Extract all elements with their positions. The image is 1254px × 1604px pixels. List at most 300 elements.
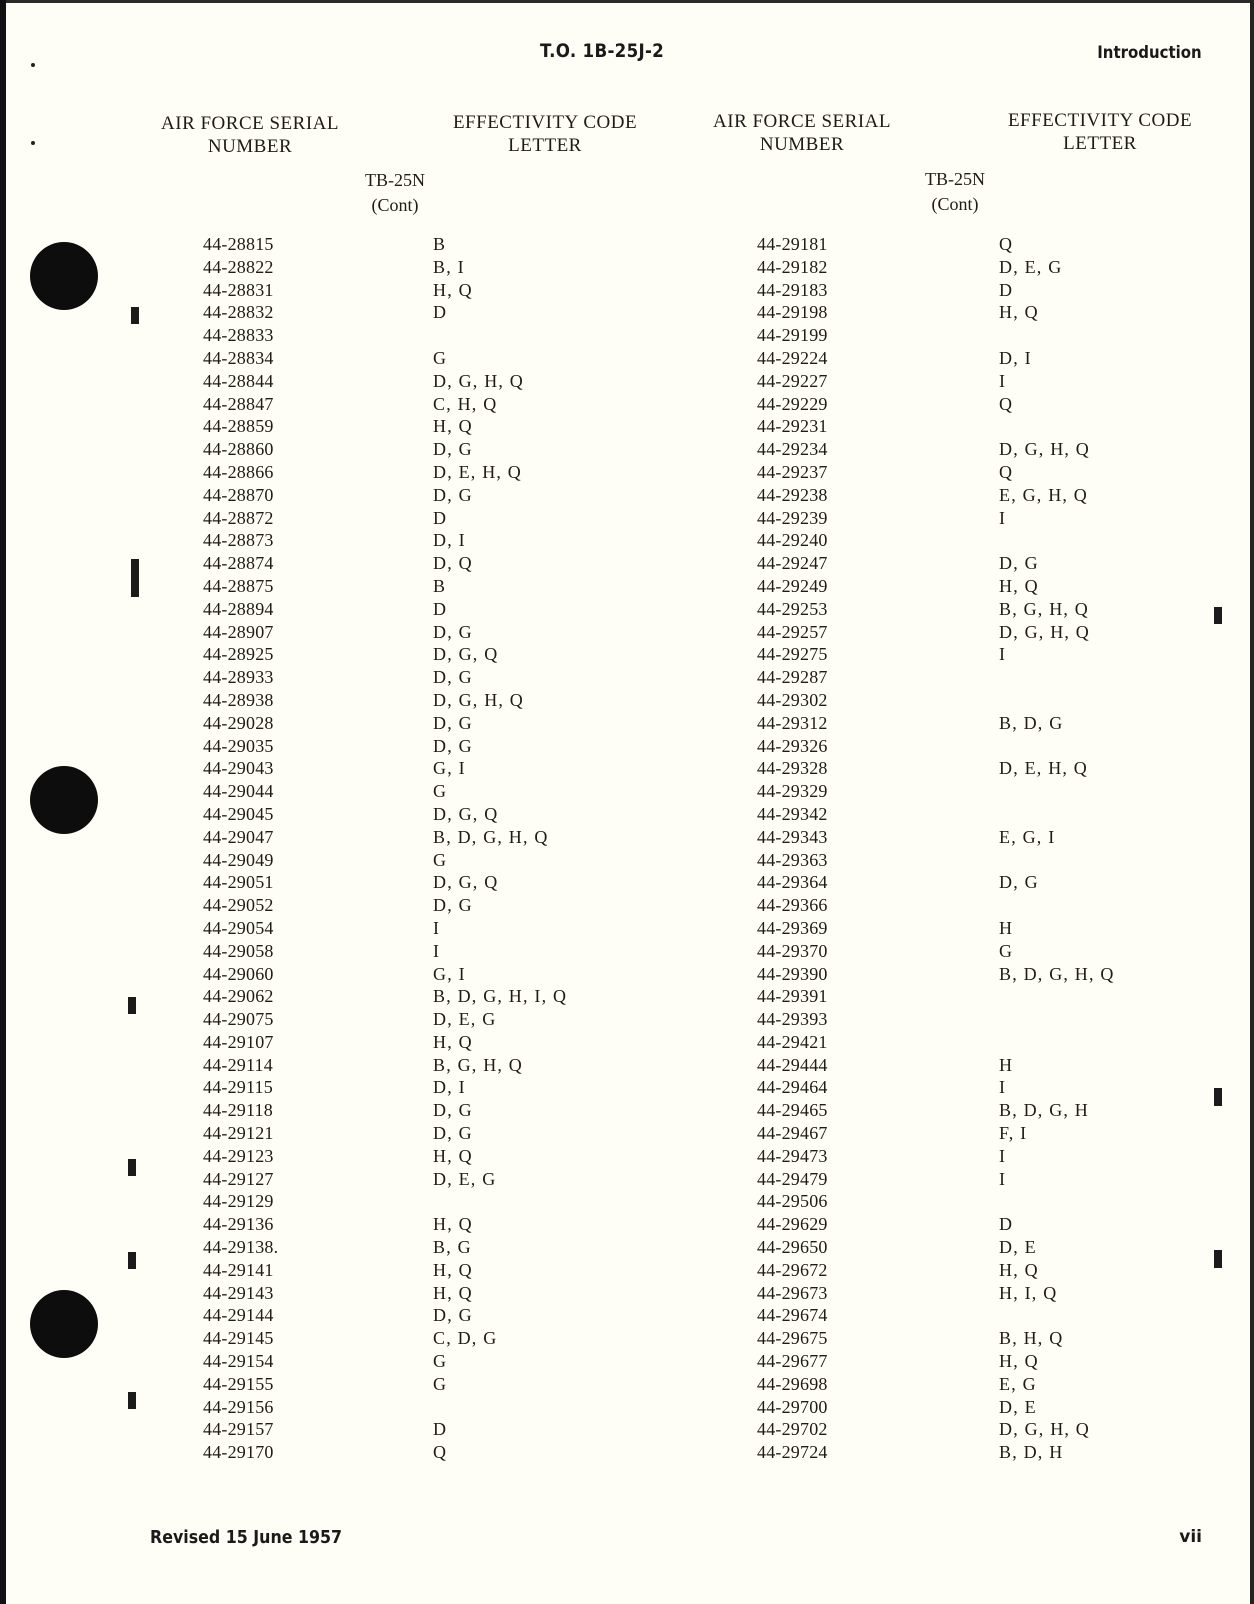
table-row [757, 803, 1177, 826]
table-row [203, 484, 623, 507]
table-row [757, 393, 1177, 416]
serial-number: 44-29198 [757, 302, 828, 323]
effectivity-code: B, D, H [999, 1442, 1064, 1463]
serial-number: 44-29240 [757, 530, 828, 551]
effectivity-code: D, E [999, 1396, 1037, 1417]
table-row [757, 780, 1177, 803]
effectivity-code: C, D, G [433, 1328, 498, 1349]
effectivity-code: H, Q [433, 279, 473, 300]
binder-hole-icon [30, 1290, 98, 1358]
right-serial-column-header: AIR FORCE SERIAL NUMBER [713, 111, 891, 155]
serial-number: 44-28815 [203, 234, 274, 254]
effectivity-code: H, Q [999, 302, 1039, 323]
serial-number: 44-29329 [757, 781, 828, 802]
table-row [757, 1031, 1177, 1054]
table-row [757, 233, 1177, 256]
serial-number: 44-29275 [757, 644, 828, 665]
serial-number: 44-29114 [203, 1054, 273, 1075]
effectivity-code: D [433, 507, 448, 528]
effectivity-code: D, E [999, 1237, 1037, 1258]
serial-number: 44-29391 [757, 986, 828, 1007]
serial-number: 44-29058 [203, 940, 274, 961]
page-top-edge [0, 0, 1254, 3]
serial-number: 44-29328 [757, 758, 828, 779]
serial-number: 44-29257 [757, 621, 828, 642]
table-row [757, 461, 1177, 484]
serial-number: 44-29698 [757, 1373, 828, 1394]
serial-number: 44-29421 [757, 1031, 828, 1052]
serial-number: 44-29182 [757, 256, 828, 277]
table-row [757, 598, 1177, 621]
table-row [203, 301, 623, 324]
table-row [757, 1350, 1177, 1373]
effectivity-code: E, G, H, Q [999, 484, 1088, 505]
table-row [203, 1190, 623, 1213]
change-bar-icon [131, 307, 139, 324]
effectivity-code: H, Q [999, 1351, 1039, 1372]
effectivity-code: D, G [999, 872, 1039, 893]
serial-number: 44-29677 [757, 1351, 828, 1372]
table-row [203, 1076, 623, 1099]
right-effectivity-table [757, 233, 1177, 1464]
change-bar-icon [128, 1159, 136, 1176]
table-row [757, 324, 1177, 347]
table-row [757, 689, 1177, 712]
serial-number: 44-28872 [203, 507, 274, 528]
effectivity-code: D, I [433, 1077, 466, 1098]
effectivity-code: H, Q [999, 1259, 1039, 1280]
table-row [757, 1282, 1177, 1305]
table-row [203, 1441, 623, 1464]
serial-number: 44-28870 [203, 484, 274, 505]
table-row [203, 1099, 623, 1122]
serial-number: 44-29312 [757, 712, 828, 733]
table-row [757, 849, 1177, 872]
table-row [757, 894, 1177, 917]
effectivity-code: H, Q [999, 575, 1039, 596]
table-row [757, 575, 1177, 598]
effectivity-code: D, G [433, 1100, 473, 1121]
table-row [203, 1213, 623, 1236]
serial-number: 44-29154 [203, 1351, 274, 1372]
serial-number: 44-29157 [203, 1419, 274, 1440]
effectivity-code: D, G [433, 484, 473, 505]
table-row [203, 507, 623, 530]
table-row [203, 849, 623, 872]
serial-number: 44-29054 [203, 917, 274, 938]
table-row [757, 1168, 1177, 1191]
effectivity-code: I [999, 1077, 1007, 1098]
serial-number: 44-29672 [757, 1259, 828, 1280]
serial-number: 44-29702 [757, 1419, 828, 1440]
table-row [203, 324, 623, 347]
effectivity-code: D [999, 1214, 1014, 1235]
table-row [757, 1008, 1177, 1031]
table-row [203, 1008, 623, 1031]
serial-number: 44-29183 [757, 279, 828, 300]
serial-number: 44-28873 [203, 530, 274, 551]
serial-number: 44-29156 [203, 1396, 274, 1417]
effectivity-code: I [999, 1145, 1007, 1166]
effectivity-code: B [433, 234, 447, 254]
table-row [203, 1327, 623, 1350]
change-bar-icon [128, 1392, 136, 1409]
effectivity-code: B, D, G, H, I, Q [433, 986, 568, 1007]
table-row [203, 689, 623, 712]
effectivity-code: D, G, H, Q [999, 621, 1090, 642]
serial-number: 44-29390 [757, 963, 828, 984]
table-row [203, 803, 623, 826]
section-title: Introduction [1097, 43, 1202, 63]
table-row [203, 279, 623, 302]
effectivity-code: D, G, H, Q [433, 689, 524, 710]
table-row [203, 1236, 623, 1259]
effectivity-code: G [433, 1373, 448, 1394]
table-row [757, 529, 1177, 552]
binder-hole-icon [30, 242, 98, 310]
effectivity-code: G [433, 1351, 448, 1372]
table-row [757, 940, 1177, 963]
serial-number: 44-29145 [203, 1328, 274, 1349]
serial-number: 44-28833 [203, 325, 274, 346]
table-row [757, 826, 1177, 849]
serial-number: 44-28907 [203, 621, 274, 642]
effectivity-code: D, G, H, Q [999, 439, 1090, 460]
effectivity-code: B, H, Q [999, 1328, 1064, 1349]
left-serial-column-header: AIR FORCE SERIAL NUMBER [161, 113, 339, 157]
serial-number: 44-28834 [203, 347, 274, 368]
table-row [757, 757, 1177, 780]
effectivity-code: Q [999, 234, 1014, 254]
serial-number: 44-28866 [203, 461, 274, 482]
effectivity-code: G [433, 849, 448, 870]
effectivity-code: H, Q [433, 1031, 473, 1052]
serial-number: 44-29144 [203, 1305, 274, 1326]
table-row [757, 917, 1177, 940]
effectivity-code: C, H, Q [433, 393, 498, 414]
serial-number: 44-29062 [203, 986, 274, 1007]
serial-number: 44-29506 [757, 1191, 828, 1212]
serial-number: 44-29366 [757, 895, 828, 916]
serial-number: 44-29650 [757, 1237, 828, 1258]
effectivity-code: I [999, 644, 1007, 665]
left-effectivity-table [203, 233, 623, 1464]
table-row [757, 347, 1177, 370]
page-number: vii [1179, 1527, 1202, 1547]
change-bar-icon [128, 1252, 136, 1269]
serial-number: 44-29229 [757, 393, 828, 414]
serial-number: 44-29673 [757, 1282, 828, 1303]
serial-number: 44-29224 [757, 347, 828, 368]
table-row [203, 1168, 623, 1191]
table-row [203, 963, 623, 986]
effectivity-code: B, D, G, H, Q [999, 963, 1115, 984]
serial-number: 44-29343 [757, 826, 828, 847]
table-row [757, 1054, 1177, 1077]
table-row [757, 370, 1177, 393]
table-row [203, 529, 623, 552]
effectivity-code: B [433, 575, 447, 596]
page-right-edge [1250, 0, 1254, 1604]
serial-number: 44-29052 [203, 895, 274, 916]
table-row [757, 1259, 1177, 1282]
table-row [757, 1099, 1177, 1122]
table-row [203, 871, 623, 894]
serial-number: 44-28822 [203, 256, 274, 277]
table-row [757, 963, 1177, 986]
serial-number: 44-29044 [203, 781, 274, 802]
effectivity-code: H, Q [433, 416, 473, 437]
effectivity-code: D, G, H, Q [433, 370, 524, 391]
effectivity-code: E, G [999, 1373, 1037, 1394]
effectivity-code: D, G [433, 1305, 473, 1326]
table-row [203, 940, 623, 963]
table-row [203, 1396, 623, 1419]
serial-number: 44-29342 [757, 803, 828, 824]
serial-number: 44-29045 [203, 803, 274, 824]
table-row [203, 1350, 623, 1373]
table-row [757, 1190, 1177, 1213]
table-row [757, 484, 1177, 507]
document-number: T.O. 1B-25J-2 [540, 40, 665, 62]
table-row [757, 666, 1177, 689]
serial-number: 44-28847 [203, 393, 274, 414]
serial-number: 44-28933 [203, 667, 274, 688]
serial-number: 44-28860 [203, 439, 274, 460]
effectivity-code: D [999, 279, 1014, 300]
binder-hole-icon [30, 766, 98, 834]
effectivity-code: G [433, 781, 448, 802]
table-row [203, 712, 623, 735]
serial-number: 44-29253 [757, 598, 828, 619]
serial-number: 44-29138. [203, 1237, 279, 1258]
table-row [203, 1373, 623, 1396]
serial-number: 44-29141 [203, 1259, 274, 1280]
effectivity-code: D, G, Q [433, 803, 499, 824]
serial-number: 44-29302 [757, 689, 828, 710]
serial-number: 44-29239 [757, 507, 828, 528]
serial-number: 44-29051 [203, 872, 274, 893]
table-row [203, 438, 623, 461]
table-row [757, 1076, 1177, 1099]
table-row [203, 575, 623, 598]
effectivity-code: B, G, H, Q [999, 598, 1090, 619]
table-row [203, 780, 623, 803]
serial-number: 44-29123 [203, 1145, 274, 1166]
change-bar-icon [128, 997, 136, 1014]
effectivity-code: B, G, H, Q [433, 1054, 524, 1075]
table-row [757, 415, 1177, 438]
scan-speck-icon [31, 63, 35, 67]
table-row [757, 712, 1177, 735]
serial-number: 44-29028 [203, 712, 274, 733]
table-row [757, 301, 1177, 324]
table-row [203, 1122, 623, 1145]
serial-number: 44-29035 [203, 735, 274, 756]
table-row [203, 1145, 623, 1168]
table-row [203, 643, 623, 666]
serial-number: 44-29075 [203, 1009, 274, 1030]
table-row [757, 621, 1177, 644]
effectivity-code: B, G [433, 1237, 472, 1258]
serial-number: 44-29700 [757, 1396, 828, 1417]
serial-number: 44-28859 [203, 416, 274, 437]
table-row [757, 507, 1177, 530]
left-model-subheading: TB-25N (Cont) [365, 170, 425, 215]
table-row [203, 552, 623, 575]
scan-speck-icon [31, 141, 35, 145]
effectivity-code: D, E, H, Q [999, 758, 1088, 779]
table-row [757, 1418, 1177, 1441]
right-model-subheading: TB-25N (Cont) [925, 169, 985, 214]
effectivity-code: Q [999, 461, 1014, 482]
table-row [757, 256, 1177, 279]
serial-number: 44-29724 [757, 1442, 828, 1463]
serial-number: 44-29234 [757, 439, 828, 460]
left-code-column-header: EFFECTIVITY CODE LETTER [452, 112, 638, 156]
effectivity-code: D, G, H, Q [999, 1419, 1090, 1440]
serial-number: 44-29181 [757, 234, 828, 254]
serial-number: 44-29467 [757, 1123, 828, 1144]
serial-number: 44-29115 [203, 1077, 273, 1098]
table-row [757, 735, 1177, 758]
effectivity-code: I [999, 507, 1007, 528]
serial-number: 44-29479 [757, 1168, 828, 1189]
serial-number: 44-29047 [203, 826, 274, 847]
serial-number: 44-28831 [203, 279, 274, 300]
table-row [757, 279, 1177, 302]
effectivity-code: D, G, Q [433, 644, 499, 665]
table-row [203, 1282, 623, 1305]
table-row [203, 415, 623, 438]
serial-number: 44-28938 [203, 689, 274, 710]
table-row [203, 370, 623, 393]
table-row [203, 1418, 623, 1441]
table-row [757, 1122, 1177, 1145]
serial-number: 44-29118 [203, 1100, 273, 1121]
table-row [757, 643, 1177, 666]
serial-number: 44-29249 [757, 575, 828, 596]
table-row [757, 1236, 1177, 1259]
table-row [203, 1054, 623, 1077]
serial-number: 44-28832 [203, 302, 274, 323]
serial-number: 44-29393 [757, 1009, 828, 1030]
effectivity-code: G, I [433, 758, 466, 779]
effectivity-code: B, D, G, H, Q [433, 826, 549, 847]
table-row [203, 1304, 623, 1327]
effectivity-code: D, I [999, 347, 1032, 368]
table-row [757, 985, 1177, 1008]
effectivity-code: D, G [433, 1123, 473, 1144]
serial-number: 44-28874 [203, 553, 274, 574]
serial-number: 44-29136 [203, 1214, 274, 1235]
serial-number: 44-29155 [203, 1373, 274, 1394]
effectivity-code: F, I [999, 1123, 1028, 1144]
serial-number: 44-29675 [757, 1328, 828, 1349]
effectivity-code: I [999, 370, 1007, 391]
table-row [203, 757, 623, 780]
serial-number: 44-29364 [757, 872, 828, 893]
effectivity-code: H, Q [433, 1259, 473, 1280]
effectivity-code: H [999, 1054, 1014, 1075]
serial-number: 44-29363 [757, 849, 828, 870]
serial-number: 44-28894 [203, 598, 274, 619]
effectivity-code: H, Q [433, 1214, 473, 1235]
table-row [203, 621, 623, 644]
table-row [757, 1441, 1177, 1464]
serial-number: 44-29287 [757, 667, 828, 688]
change-bar-icon [131, 559, 139, 597]
revision-date: Revised 15 June 1957 [150, 1527, 343, 1548]
effectivity-code: D, E, H, Q [433, 461, 522, 482]
table-row [203, 461, 623, 484]
serial-number: 44-29629 [757, 1214, 828, 1235]
effectivity-code: I [433, 940, 441, 961]
serial-number: 44-29170 [203, 1442, 274, 1463]
serial-number: 44-29369 [757, 917, 828, 938]
table-row [757, 1145, 1177, 1168]
change-bar-icon [1214, 1088, 1222, 1106]
change-bar-icon [1214, 607, 1222, 624]
serial-number: 44-29107 [203, 1031, 274, 1052]
effectivity-code: D, G [433, 621, 473, 642]
effectivity-code: D, E, G [433, 1168, 497, 1189]
table-row [203, 256, 623, 279]
serial-number: 44-29227 [757, 370, 828, 391]
effectivity-code: Q [433, 1442, 448, 1463]
serial-number: 44-29049 [203, 849, 274, 870]
serial-number: 44-29247 [757, 553, 828, 574]
table-row [757, 1213, 1177, 1236]
table-row [757, 552, 1177, 575]
page-left-edge [0, 0, 6, 1604]
effectivity-code: B, D, G, H [999, 1100, 1090, 1121]
effectivity-code: G [433, 347, 448, 368]
table-row [203, 1031, 623, 1054]
table-row [757, 438, 1177, 461]
effectivity-code: I [433, 917, 441, 938]
serial-number: 44-29121 [203, 1123, 274, 1144]
table-row [203, 598, 623, 621]
table-row [203, 735, 623, 758]
serial-number: 44-29370 [757, 940, 828, 961]
effectivity-code: D [433, 1419, 448, 1440]
serial-number: 44-29129 [203, 1191, 274, 1212]
effectivity-code: D, I [433, 530, 466, 551]
table-row [203, 347, 623, 370]
effectivity-code: D, E, G [999, 256, 1063, 277]
serial-number: 44-29238 [757, 484, 828, 505]
table-row [203, 1259, 623, 1282]
effectivity-code: D, G [433, 735, 473, 756]
serial-number: 44-29473 [757, 1145, 828, 1166]
effectivity-code: D, G [433, 439, 473, 460]
table-row [203, 917, 623, 940]
effectivity-code: D, G, Q [433, 872, 499, 893]
serial-number: 44-29674 [757, 1305, 828, 1326]
table-row [757, 871, 1177, 894]
effectivity-code: D, G [433, 712, 473, 733]
effectivity-code: G [999, 940, 1014, 961]
effectivity-code: E, G, I [999, 826, 1056, 847]
serial-number: 44-28844 [203, 370, 274, 391]
serial-number: 44-28925 [203, 644, 274, 665]
serial-number: 44-29127 [203, 1168, 274, 1189]
effectivity-code: D, E, G [433, 1009, 497, 1030]
serial-number: 44-29060 [203, 963, 274, 984]
effectivity-code: D [433, 598, 448, 619]
serial-number: 44-29465 [757, 1100, 828, 1121]
